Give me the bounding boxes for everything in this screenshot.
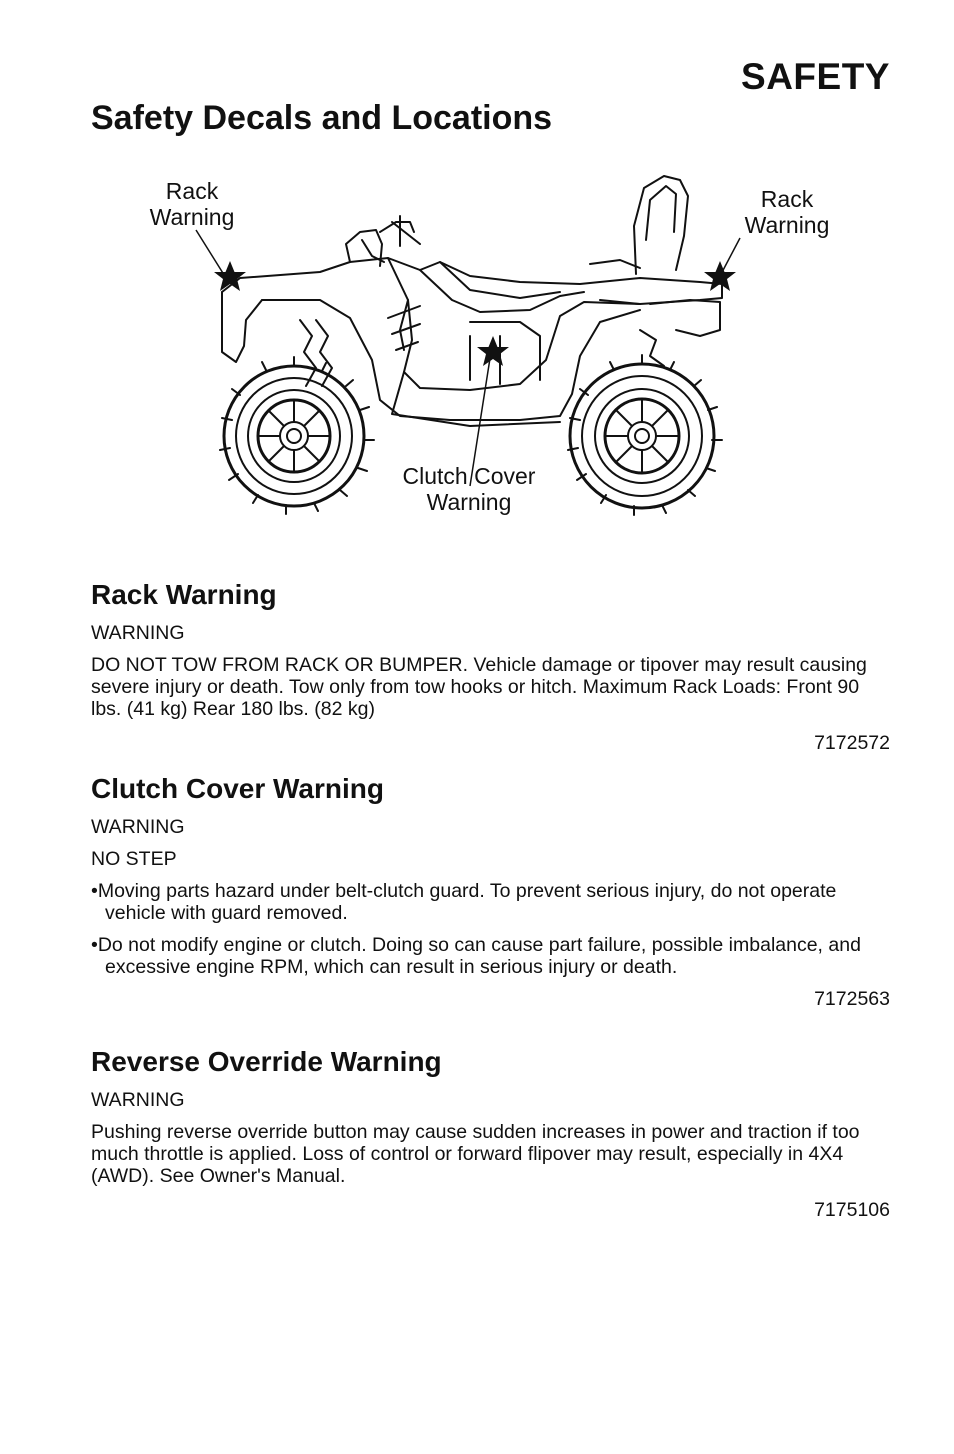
callout-line: Rack (165, 178, 219, 204)
section-heading: Rack Warning (91, 579, 277, 610)
warning-bullet-list (91, 880, 890, 978)
leader-line-left (196, 230, 226, 278)
section-title: SAFETY (741, 56, 890, 97)
warning-text: DO NOT TOW FROM RACK OR BUMPER. Vehicle damage or tipover may result causing severe injury or death. Tow only from tow hooks or hitch. Maximum Rack Loads: Front 90 lbs. (41 kg) Rear 180 lbs. (82 kg) (91, 654, 867, 720)
rack-warning-section (91, 578, 890, 764)
star-marker-icon (477, 336, 509, 366)
callout-clutch-cover-warning (384, 463, 554, 515)
callout-rack-warning-right (727, 186, 847, 238)
rear-wheel (220, 357, 374, 514)
callout-rack-warning-left (132, 178, 252, 230)
warning-label: WARNING (91, 1089, 185, 1111)
section-heading: Clutch Cover Warning (91, 773, 384, 804)
section-heading: Reverse Override Warning (91, 1046, 442, 1077)
warning-label: WARNING (91, 816, 185, 838)
callout-line: Warning (149, 204, 235, 230)
page-title: Safety Decals and Locations (91, 99, 553, 137)
part-number: 7175106 (814, 1199, 890, 1221)
warning-sublabel: NO STEP (91, 848, 177, 870)
list-item: • Do not modify engine or clutch. Doing so can cause part failure, possible imbalance, and excessive engine RPM, which can result in serious injury or death. (91, 934, 890, 978)
star-marker-icon (704, 261, 736, 291)
warning-text: Pushing reverse override button may cause sudden increases in power and traction if too much throttle is applied. Loss of control or forward flipover may result, especially in 4X4 (AWD). See Owner's Manual. (91, 1121, 860, 1187)
callout-line: Clutch Cover (402, 463, 536, 489)
front-wheel (568, 355, 722, 515)
warning-label: WARNING (91, 622, 185, 644)
callout-line: Rack (760, 186, 814, 212)
callout-line: Warning (744, 212, 830, 238)
part-number: 7172572 (814, 732, 890, 754)
clutch-cover-warning-section (91, 772, 890, 1020)
reverse-override-warning-section (91, 1045, 890, 1231)
part-number: 7172563 (814, 988, 890, 1010)
list-item: • Moving parts hazard under belt-clutch guard. To prevent serious injury, do not operate vehicle with guard removed. (91, 880, 890, 924)
callout-line: Warning (426, 489, 512, 515)
backrest (590, 176, 688, 274)
